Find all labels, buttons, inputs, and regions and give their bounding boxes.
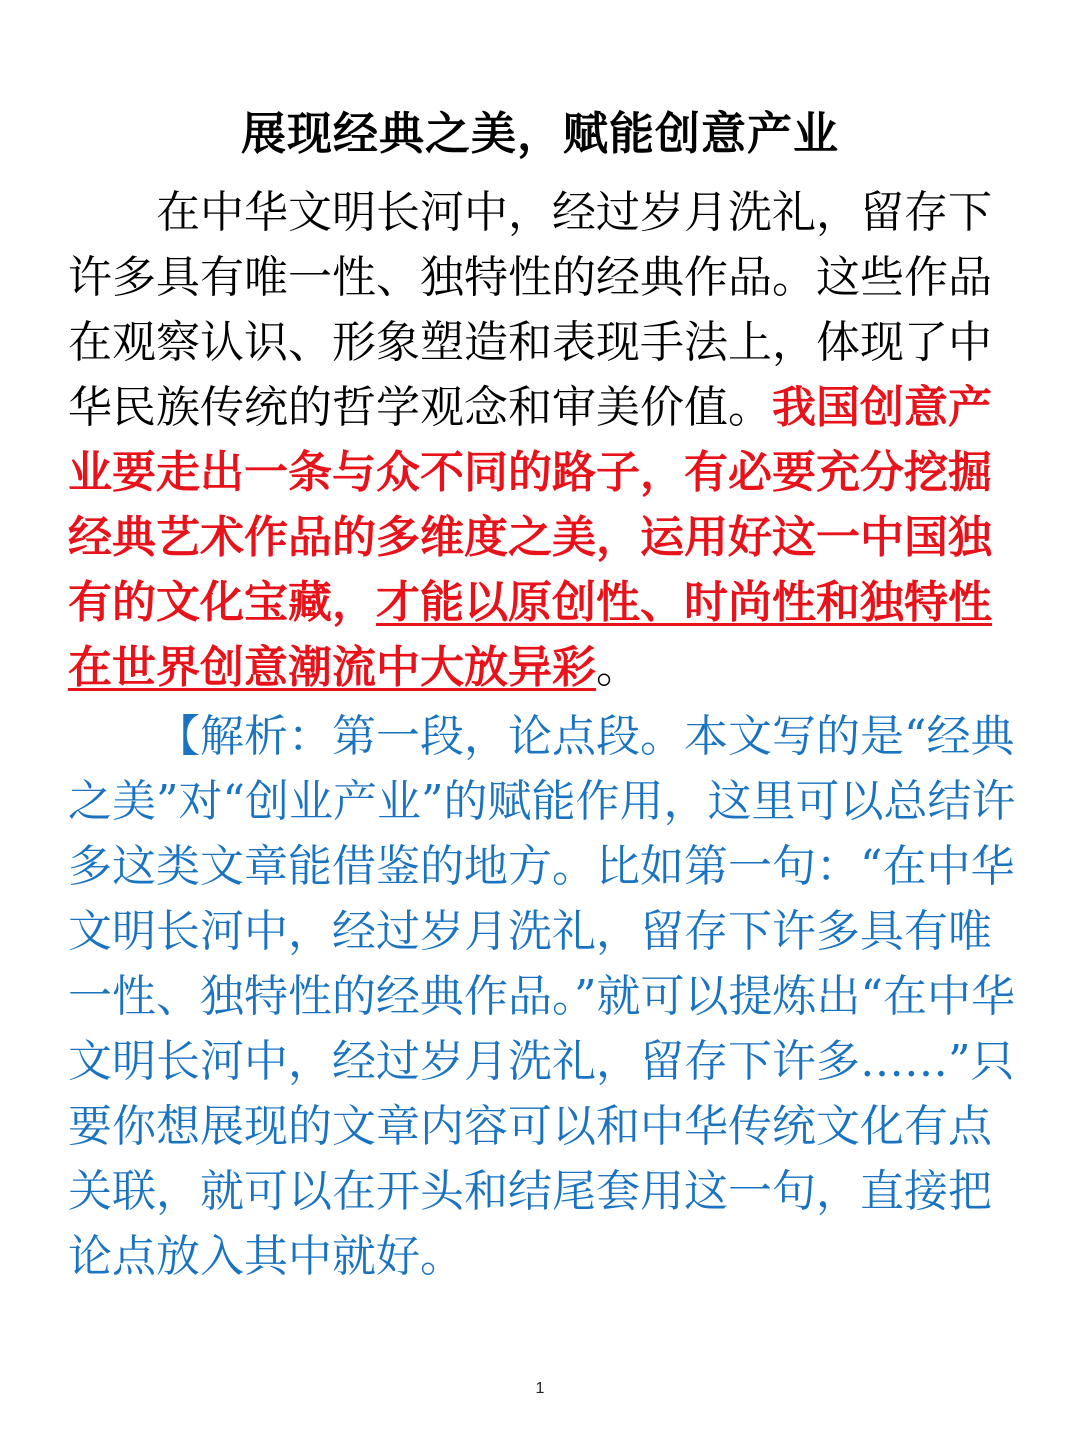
paragraph-argument (68, 180, 1018, 700)
document-title: 展现经典之美，赋能创意产业 (240, 107, 839, 160)
page-number: 1 (535, 1380, 545, 1397)
paragraph-ending-punctuation: 。 (596, 642, 640, 693)
highlighted-thesis-text: 我国创意产业要走出一条与众不同的路子，有必要充分挖掘经典艺术作品的多维度之美，运用好这一中国独有的文化宝藏， (68, 382, 992, 628)
paragraph-analysis: 【解析：第一段，论点段。本文写的是“经典之美”对“创业产业”的赋能作用，这里可以总结许多这类文章能借鉴的地方。比如第一句：“在中华文明长河中，经过岁月洗礼，留存下许多具有唯一性、独特性的经典作品。”就可以提炼出“在中华文明长河中，经过岁月洗礼，留存下许多……”只要你想展现的文章内容可以和中华传统文化有点关联，就可以在开头和结尾套用这一句，直接把论点放入其中就好。 (68, 711, 1016, 1282)
paragraph-normal-text: 在中华文明长河中，经过岁月洗礼，留存下许多具有唯一性、独特性的经典作品。这些作品在观察认识、形象塑造和表现手法上，体现了中华民族传统的哲学观念和审美价值。 (68, 187, 992, 433)
underlined-thesis-text: 才能以原创性、时尚性和独特性在世界创意潮流中大放异彩 (68, 577, 992, 693)
